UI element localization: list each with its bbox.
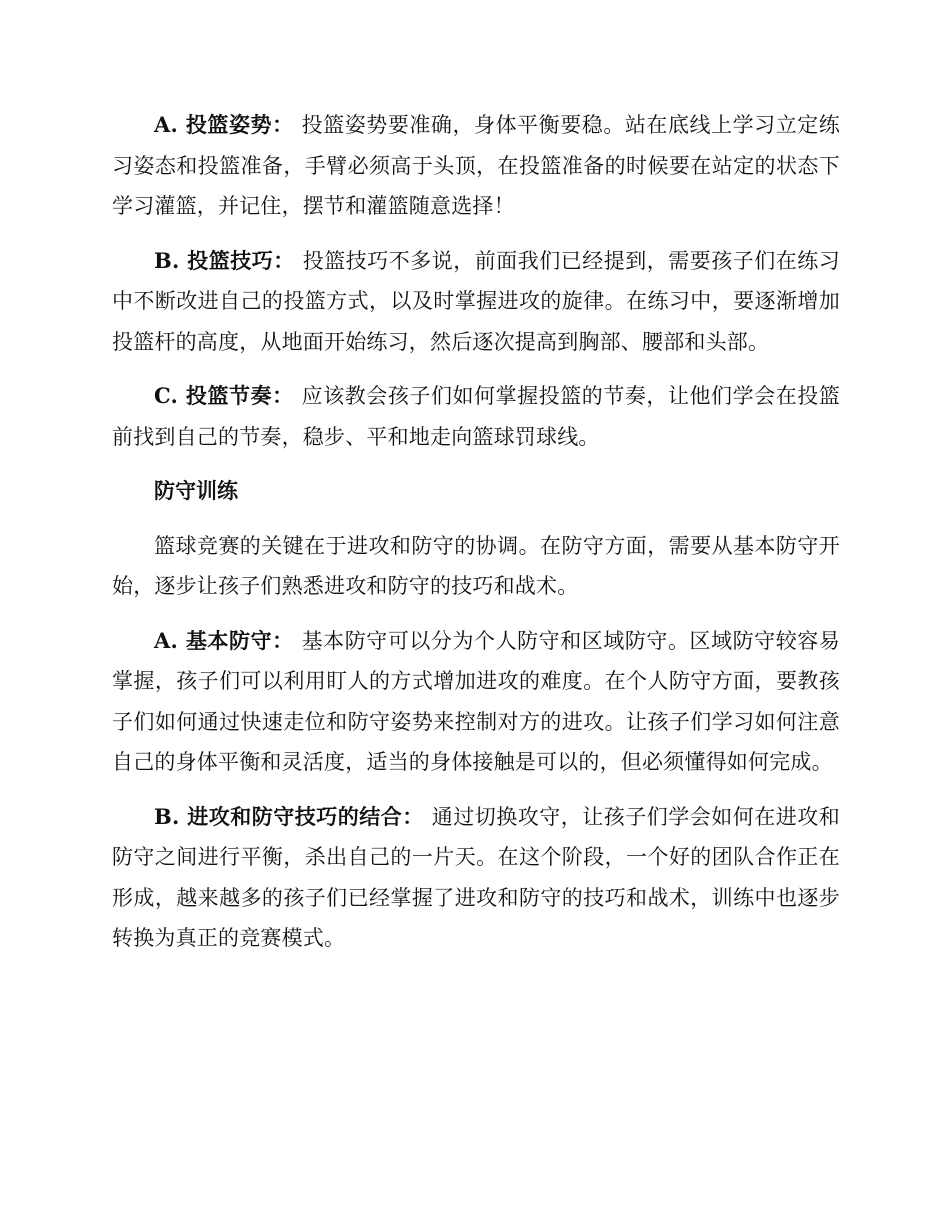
paragraph-shooting-posture xyxy=(112,105,840,227)
paragraph-defense-intro: 篮球竞赛的关键在于进攻和防守的协调。在防守方面，需要从基本防守开始，逐步让孩子们熟悉进攻和防守的技巧和战术。 xyxy=(112,533,840,598)
section-heading-defense: 防守训练 xyxy=(154,478,238,503)
paragraph-body: 投篮姿势要准确，身体平衡要稳。站在底线上学习立定练习姿态和投篮准备，手臂必须高于头顶，在投篮准备的时候要在站定的状态下学习灌篮，并记住，摆节和灌篮随意选择！ xyxy=(112,113,841,218)
term-label: A. 基本防守： xyxy=(154,627,294,653)
term-label: A. 投篮姿势： xyxy=(154,112,294,137)
paragraph-offense-defense-combination xyxy=(112,797,840,959)
document-page xyxy=(112,105,840,973)
paragraph-body: 基本防守可以分为个人防守和区域防守。区域防守较容易掌握，孩子们可以利用盯人的方式增加进攻的难度。在个人防守方面，要教孩子们如何通过快速走位和防守姿势来控制对方的进攻。让孩子们学习如何注意自己的身体平衡和灵活度，适当的身体接触是可以的，但必须懂得如何完成。 xyxy=(112,628,841,774)
paragraph-body: 投篮技巧不多说，前面我们已经提到，需要孩子们在练习中不断改进自己的投篮方式，以及时掌握进攻的旋律。在练习中，要逐渐增加投篮杆的高度，从地面开始练习，然后逐次提高到胸部、腰部和头部。 xyxy=(112,248,840,354)
term-label: B. 进攻和防守技巧的结合： xyxy=(154,803,424,829)
paragraph-shooting-technique xyxy=(112,241,840,363)
paragraph-shooting-rhythm xyxy=(112,376,840,457)
term-label: B. 投篮技巧： xyxy=(154,247,295,273)
paragraph-body: 通过切换攻守，让孩子们学会如何在进攻和防守之间进行平衡，杀出自己的一片天。在这个阶段，一个好的团队合作正在形成，越来越多的孩子们已经掌握了进攻和防守的技巧和战术，训练中也逐步转换为真正的竞赛模式。 xyxy=(112,804,840,950)
paragraph-basic-defense xyxy=(112,621,840,783)
paragraph-body: 应该教会孩子们如何掌握投篮的节奏，让他们学会在投篮前找到自己的节奏，稳步、平和地走向篮球罚球线。 xyxy=(112,384,840,449)
term-label: C. 投篮节奏： xyxy=(154,383,294,408)
